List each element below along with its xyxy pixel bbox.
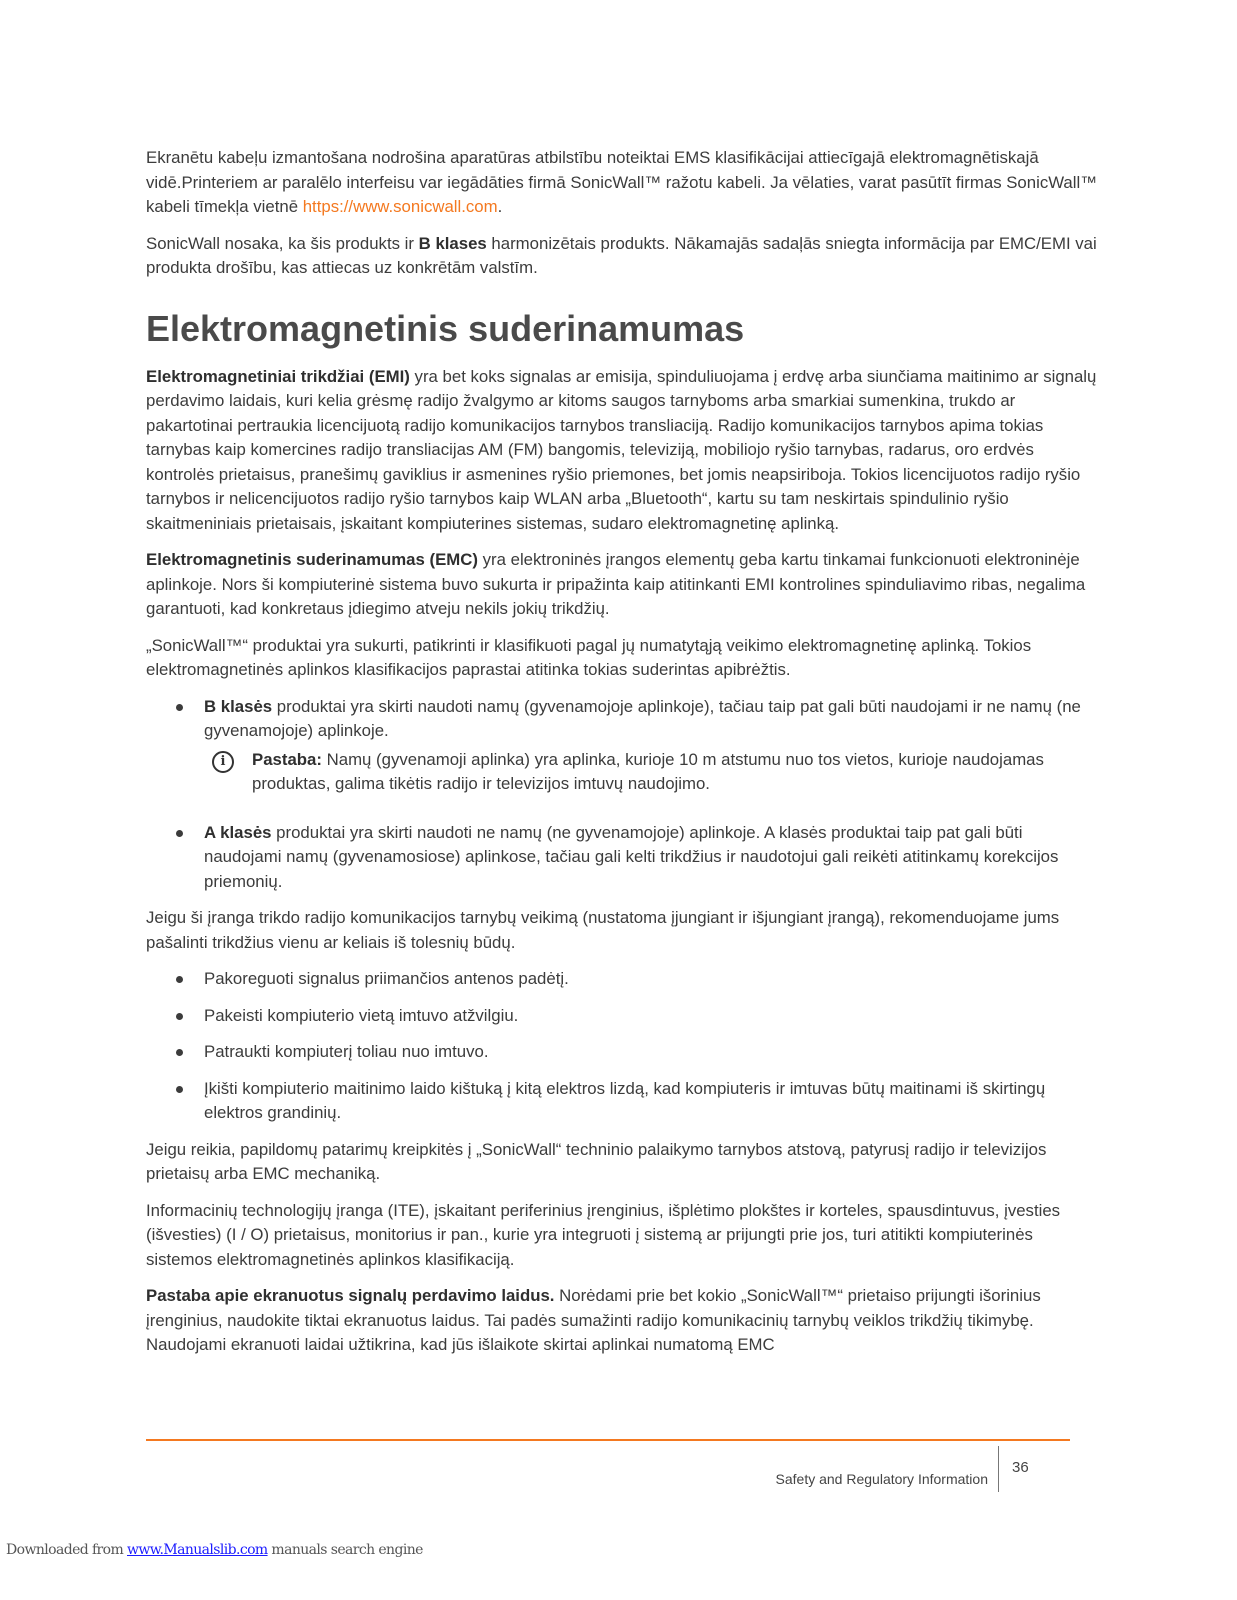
page-number: 36 (1012, 1459, 1029, 1476)
footer-divider (146, 1439, 1070, 1441)
list-item: Pakoreguoti signalus priimančios antenos padėtį. (146, 967, 1098, 992)
download-notice: Downloaded from www.Manualslib.com manuals search engine (6, 1542, 423, 1558)
product-class-paragraph: SonicWall nosaka, ka šis produkts ir B klases harmonizētais produkts. Nākamajās sadaļās sniegta informācija par EMC/EMI vai produkta drošību, kas attiecas uz konkrētām valstīm. (146, 233, 1097, 277)
interference-paragraph: Jeigu ši įranga trikdo radijo komunikacijos tarnybų veikimą (nustatoma įjungiant ir išjungiant įrangą), rekomenduojame jums pašalinti trikdžius vienu ar keliais iš tolesnių būdų. (146, 908, 1060, 952)
footer-separator (998, 1446, 999, 1492)
bullet-icon (176, 976, 183, 983)
bullet-icon (176, 1013, 183, 1020)
section-heading: Elektromagnetinis suderinamumas (146, 307, 745, 349)
bullet-icon (176, 1086, 183, 1093)
document-page (146, 146, 1098, 1370)
list-item: Patraukti kompiuterį toliau nuo imtuvo. (146, 1040, 1098, 1065)
bullet-icon (176, 830, 183, 837)
bullet-icon (176, 704, 183, 711)
info-icon: i (212, 751, 234, 773)
note-box: i Pastaba: Namų (gyvenamoji aplinka) yra aplinka, kurioje 10 m atstumu nuo tos vietos, kurioje naudojamas produktas, galima tikėtis radijo ir televizijos imtuvų naudojimo. (204, 748, 1098, 797)
list-item: A klasės produktai yra skirti naudoti ne namų (ne gyvenamojoje) aplinkoje. A klasės produktai taip pat gali būti naudojami namų (gyvenamosiose) aplinkose, tačiau gali kelti trikdžius ir naudotojui gali reikėti atitinkamų korekcijos priemonių. (146, 821, 1098, 895)
help-paragraph: Jeigu reikia, papildomų patarimų kreipkitės į „SonicWall“ techninio palaikymo tarnybos atstovą, patyrusį radijo ir televizijos prietaisų arba EMC mechaniką. (146, 1139, 1047, 1183)
emi-paragraph: Elektromagnetiniai trikdžiai (EMI) yra bet koks signalas ar emisija, spinduliuojama į erdvę arba siunčiama maitinimo ar signalų perdavimo laidais, kuri kelia grėsmę radijo žvalgymo ar kitoms saugos tarnyboms arba smarkiai sumenkina, trukdo ar pakartotinai pertraukia licencijuotą radijo komunikacijos tarnybos transliaciją. Radijo komunikacijos tarnybos apima tokias tarnybas kaip komercines radijo transliacijas AM (FM) bangomis, televiziją, mobiliojo ryšio tarnybas, radarus, oro erdvės kontrolės prietaisus, pranešimų gaviklius ir asmenines ryšio priemones, bet jomis neapsiriboja. Tokios licencijuotos radijo ryšio tarnybos ir nelicencijuotos radijo ryšio tarnybos kaip WLAN arba „Bluetooth“, kartu su tam neskirtais spindulinio ryšio skaitmeniniais prietaisais, įskaitant kompiuterines sistemas, sudaro elektromagnetinę aplinką. (146, 366, 1097, 533)
ite-paragraph: Informacinių technologijų įranga (ITE), įskaitant periferinius įrenginius, išplėtimo plokštes ir korteles, spausdintuvus, įvesties (išvesties) (I / O) prietaisus, monitorius ir pan., kurie yra integruoti į sistemą ar prijungti prie jos, turi atitikti kompiuterinės sistemos elektromagnetinės aplinkos klasifikaciją. (146, 1200, 1061, 1269)
remedy-list (146, 967, 1098, 1126)
class-list (146, 695, 1098, 895)
shielded-cables-paragraph: Pastaba apie ekranuotus signalų perdavimo laidus. Norėdami prie bet kokio „SonicWall™“ prietaiso prijungti išorinius įrenginius, naudokite tiktai ekranuotus laidus. Tai padės sumažinti radijo komunikacinių tarnybų veiklos trikdžių tikimybę. Naudojami ekranuoti laidai užtikrina, kad jūs išlaikote skirtai aplinkai numatomą EMC (146, 1286, 1041, 1354)
bullet-icon (176, 1049, 183, 1056)
manualslib-link[interactable]: www.Manualslib.com (127, 1542, 268, 1558)
list-item: Pakeisti kompiuterio vietą imtuvo atžvilgiu. (146, 1004, 1098, 1029)
classification-paragraph: „SonicWall™“ produktai yra sukurti, patikrinti ir klasifikuoti pagal jų numatytąją veikimo elektromagnetinę aplinką. Tokios elektromagnetinės aplinkos klasifikacijos paprastai atitinka tokias suderintas apibrėžtis. (146, 635, 1032, 679)
list-item: B klasės produktai yra skirti naudoti namų (gyvenamojoje aplinkoje), tačiau taip pat gali būti naudojami ir ne namų (ne gyvenamojoje) aplinkoje. i Pastaba: Namų (gyvenamoji aplinka) yra aplinka, kurioje 10 m atstumu nuo tos vietos, kurioje naudojamas produktas, galima tikėtis radijo ir televizijos imtuvų naudojimo. (146, 695, 1098, 797)
emc-paragraph: Elektromagnetinis suderinamumas (EMC) yra elektroninės įrangos elementų geba kartu tinkamai funkcionuoti elektroninėje aplinkoje. Nors ši kompiuterinė sistema buvo sukurta ir pripažinta kaip atitinkanti EMI kontrolines spinduliavimo ribas, negalima garantuoti, kad konkretaus įdiegimo atveju nekils jokių trikdžių. (146, 550, 1086, 618)
sonicwall-link[interactable]: https://www.sonicwall.com (302, 197, 498, 216)
list-item: Įkišti kompiuterio maitinimo laido kištuką į kitą elektros lizdą, kad kompiuteris ir imtuvas būtų maitinami iš skirtingų elektros grandinių. (146, 1077, 1098, 1126)
intro-paragraph: Ekranētu kabeļu izmantošana nodrošina aparatūras atbilstību noteiktai EMS klasifikācijai attiecīgajā elektromagnētiskajā vidē.Printeriem ar paralēlo interfeisu var iegādāties firmā SonicWall™ ražotu kabeli. Ja vēlaties, varat pasūtīt firmas SonicWall™ kabeli tīmekļa vietnē https://www.sonicwall.com. (146, 148, 1098, 216)
footer-section-title: Safety and Regulatory Information (775, 1471, 988, 1487)
